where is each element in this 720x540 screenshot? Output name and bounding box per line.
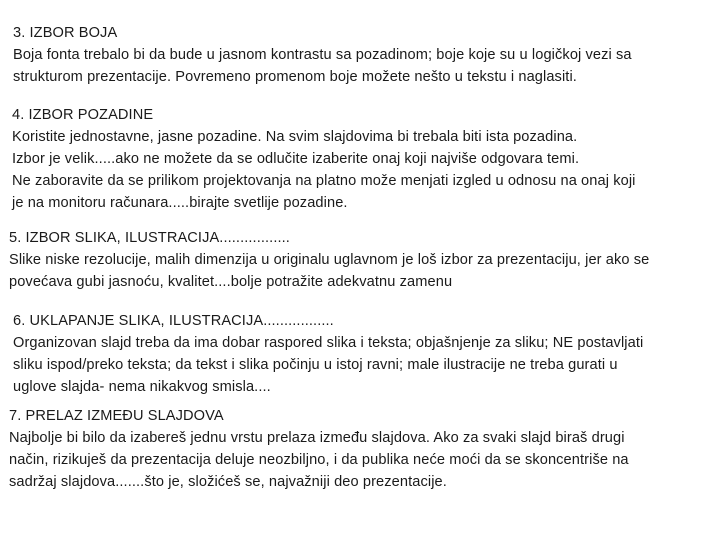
section-slide-transition xyxy=(9,405,629,493)
section-image-choice xyxy=(9,227,649,293)
section-text-line: je na monitoru računara.....birajte svetlije pozadine. xyxy=(12,195,348,211)
section-text-line: Organizovan slajd treba da ima dobar raspored slika i teksta; objašnjenje za sliku; NE postavljati xyxy=(13,335,644,351)
section-text-line: Ne zaboravite da se prilikom projektovanja na platno može menjati izgled u odnosu na onaj koji xyxy=(12,173,636,189)
section-color-choice xyxy=(13,22,632,88)
section-text-line: uglove slajda- nema nikakvog smisla.... xyxy=(13,379,271,395)
section-background-choice xyxy=(12,104,636,214)
section-heading: 3. IZBOR BOJA xyxy=(13,25,118,41)
section-text-line: sadržaj slajdova.......što je, složićeš se, najvažniji deo prezentacije. xyxy=(9,474,447,490)
section-image-fitting xyxy=(13,310,643,398)
section-text-line: Najbolje bi bilo da izabereš jednu vrstu prelaza između slajdova. Ako za svaki slajd biraš drugi xyxy=(9,430,625,446)
section-heading: 5. IZBOR SLIKA, ILUSTRACIJA................. xyxy=(9,230,290,246)
section-heading: 4. IZBOR POZADINE xyxy=(12,107,154,123)
section-text-line: način, rizikuješ da prezentacija deluje neozbiljno, i da publika neće moći da se skoncentriše na xyxy=(9,452,629,468)
section-text-line: Slike niske rezolucije, malih dimenzija u originalu uglavnom je loš izbor za prezentaciju, jer ako se xyxy=(9,252,650,268)
section-text-line: Koristite jednostavne, jasne pozadine. Na svim slajdovima bi trebala biti ista pozadina. xyxy=(12,129,578,145)
section-text-line: Izbor je velik.....ako ne možete da se odlučite izaberite onaj koji najviše odgovara temi. xyxy=(12,151,580,167)
section-heading: 6. UKLAPANJE SLIKA, ILUSTRACIJA................. xyxy=(13,313,334,329)
section-heading: 7. PRELAZ IZMEĐU SLAJDOVA xyxy=(9,408,224,424)
section-text-line: sliku ispod/preko teksta; da tekst i slika počinju u istoj ravni; male ilustracije ne treba gurati u xyxy=(13,357,618,373)
section-text-line: Boja fonta trebalo bi da bude u jasnom kontrastu sa pozadinom; boje koje su u logičkoj vezi sa xyxy=(13,47,632,63)
section-text-line: povećava gubi jasnoću, kvalitet....bolje potražite adekvatnu zamenu xyxy=(9,274,453,290)
section-text-line: strukturom prezentacije. Povremeno promenom boje možete nešto u tekstu i naglasiti. xyxy=(13,69,577,85)
